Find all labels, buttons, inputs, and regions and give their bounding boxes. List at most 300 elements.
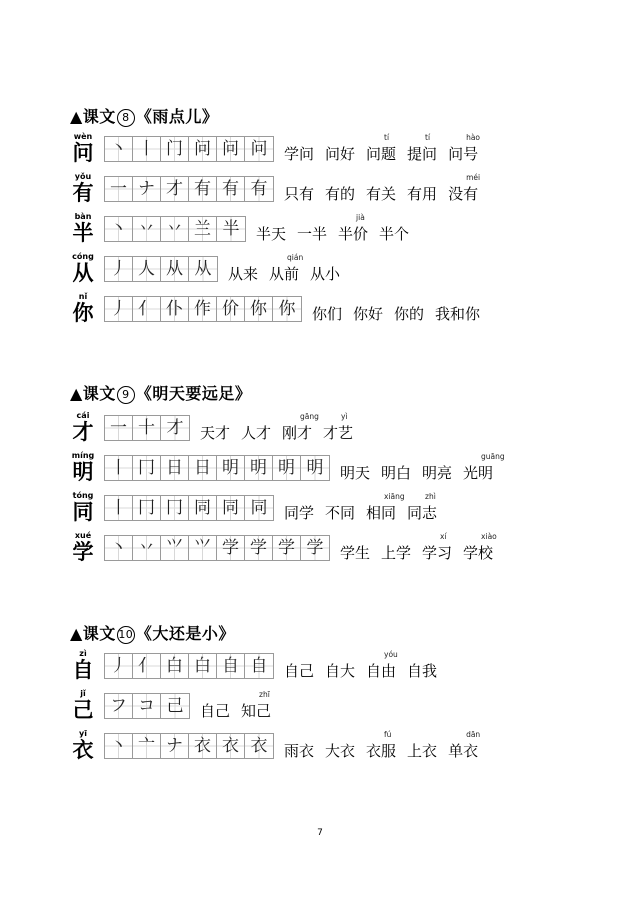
vocab-word: [200, 702, 230, 723]
stroke-cell: [217, 654, 245, 678]
character-row: [0, 172, 640, 206]
stroke-cell: [161, 217, 189, 241]
vocab-word: [448, 173, 481, 206]
stroke-cell: [245, 177, 273, 201]
word-list: [284, 649, 448, 683]
vocab-word: [325, 185, 355, 206]
stroke-order-grid: [104, 693, 190, 719]
vocab-word: [228, 265, 258, 286]
stroke-cell: [245, 734, 273, 758]
character: 半: [72, 221, 94, 245]
vocab-pinyin: tí: [384, 133, 390, 142]
vocab-text: 有关: [366, 185, 397, 203]
stroke-order-grid: [104, 535, 330, 561]
vocab-word: [310, 265, 340, 286]
stroke-cell: [105, 257, 133, 281]
character: 学: [72, 540, 94, 564]
vocab-word: [448, 730, 481, 763]
stroke-cell: [189, 654, 217, 678]
stroke-cell: [133, 416, 161, 440]
stroke-cell: [189, 297, 217, 321]
character-block: [70, 292, 100, 326]
vocab-word: [269, 253, 304, 286]
stroke-cell: [245, 536, 273, 560]
vocab-word: [407, 742, 437, 763]
vocab-text: 光明: [463, 464, 494, 482]
stroke-cell: [189, 137, 217, 161]
stroke-cell: [189, 217, 217, 241]
stroke-cell: [161, 137, 189, 161]
stroke-step: 亻: [138, 656, 155, 676]
vocab-word: [422, 464, 452, 485]
vocab-text: 上衣: [407, 742, 438, 760]
stroke-cell: [217, 536, 245, 560]
vocab-text: 相同: [366, 504, 397, 522]
stroke-step: 价: [222, 299, 239, 319]
stroke-cell: [217, 137, 245, 161]
vocab-word: [463, 532, 497, 565]
stroke-cell: [217, 177, 245, 201]
character-row: [0, 491, 640, 525]
stroke-step: 有: [250, 179, 268, 199]
stroke-step: 丶: [110, 219, 127, 239]
vocab-pinyin: tí: [425, 133, 431, 142]
stroke-step: 衣: [222, 736, 239, 756]
stroke-step: 问: [194, 139, 211, 159]
stroke-step: 一: [110, 418, 127, 438]
stroke-step: 十: [138, 418, 155, 438]
character-row: [0, 252, 640, 286]
vocab-text: 你的: [394, 305, 425, 323]
vocab-text: 从小: [310, 265, 341, 283]
character-row: [0, 451, 640, 485]
character-block: [70, 212, 100, 246]
stroke-cell: [189, 177, 217, 201]
word-list: [340, 531, 504, 565]
vocab-word: [241, 690, 272, 723]
character: 自: [72, 658, 94, 682]
vocab-word: [366, 133, 397, 166]
vocab-pinyin: fú: [384, 730, 392, 739]
stroke-cell: [105, 734, 133, 758]
vocab-word: [284, 185, 314, 206]
vocab-text: 提问: [407, 145, 438, 163]
character: 有: [72, 181, 94, 205]
character-pinyin: xué: [74, 531, 92, 540]
vocab-text: 同学: [284, 504, 315, 522]
character-pinyin: míng: [71, 451, 95, 460]
stroke-step: 自: [250, 656, 268, 676]
character: 问: [72, 141, 94, 165]
character-pinyin: nǐ: [78, 292, 88, 301]
vocab-word: [366, 730, 397, 763]
stroke-cell: [133, 734, 161, 758]
stroke-step: 衣: [250, 736, 268, 756]
stroke-step: 同: [222, 498, 239, 518]
vocab-text: 雨衣: [284, 742, 315, 760]
stroke-cell: [105, 536, 133, 560]
character-pinyin: cóng: [72, 252, 94, 261]
stroke-step: 丿: [110, 656, 127, 676]
vocab-text: 一半: [297, 225, 328, 243]
vocab-word: [297, 225, 327, 246]
vocab-word: [325, 742, 355, 763]
stroke-step: コ: [138, 696, 155, 716]
character: 从: [72, 261, 94, 285]
stroke-step: ナ: [166, 736, 183, 756]
vocab-text: 你们: [312, 305, 343, 323]
character: 同: [72, 500, 94, 524]
stroke-step: 你: [278, 299, 296, 319]
page-number: 7: [317, 828, 323, 838]
stroke-step: 作: [194, 299, 211, 319]
character-pinyin: zì: [79, 649, 87, 658]
vocab-word: [340, 544, 370, 565]
stroke-step: 仆: [166, 299, 183, 319]
character-block: [70, 451, 100, 485]
vocab-text: 自大: [325, 662, 356, 680]
stroke-cell: [133, 654, 161, 678]
stroke-step: 明: [306, 458, 324, 478]
character: 才: [72, 420, 94, 444]
vocab-word: [353, 305, 383, 326]
stroke-step: 门: [166, 139, 183, 159]
stroke-cell: [161, 297, 189, 321]
stroke-step: 白: [166, 656, 183, 676]
stroke-step: ⺍: [194, 538, 211, 558]
stroke-cell: [161, 536, 189, 560]
vocab-text: 知己: [241, 702, 272, 720]
stroke-step: 冂: [166, 498, 183, 518]
stroke-step: 学: [306, 538, 324, 558]
vocab-word: [325, 662, 355, 683]
vocab-text: 问好: [325, 145, 356, 163]
stroke-cell: [133, 496, 161, 520]
vocab-word: [463, 452, 505, 485]
stroke-step: 丶: [110, 736, 127, 756]
vocab-pinyin: méi: [466, 173, 481, 182]
stroke-step: 才: [166, 179, 183, 199]
vocab-word: [312, 305, 342, 326]
stroke-cell: [245, 456, 273, 480]
stroke-order-grid: [104, 495, 274, 521]
section-title: [70, 621, 235, 644]
character-pinyin: jǐ: [80, 689, 86, 698]
character-block: [70, 531, 100, 565]
stroke-step: ナ: [138, 179, 155, 199]
stroke-cell: [105, 416, 133, 440]
stroke-step: 有: [222, 179, 239, 199]
stroke-cell: [105, 217, 133, 241]
character-block: [70, 132, 100, 166]
stroke-step: 才: [166, 418, 184, 438]
vocab-word: [338, 213, 369, 246]
vocab-text: 上学: [381, 544, 412, 562]
stroke-step: 学: [222, 538, 239, 558]
character-pinyin: tóng: [72, 491, 94, 500]
stroke-step: 有: [194, 179, 211, 199]
stroke-cell: [273, 297, 301, 321]
lesson-number: 9: [117, 386, 135, 404]
stroke-step: 丶: [110, 139, 127, 159]
vocab-word: [325, 145, 355, 166]
stroke-cell: [133, 536, 161, 560]
word-list: [312, 292, 491, 326]
stroke-cell: [133, 694, 161, 718]
vocab-text: 自我: [407, 662, 438, 680]
stroke-order-grid: [104, 455, 330, 481]
vocab-pinyin: jià: [356, 213, 365, 222]
vocab-text: 自己: [200, 702, 231, 720]
vocab-word: [340, 464, 370, 485]
character-block: [70, 689, 100, 723]
character-pinyin: cái: [76, 411, 90, 420]
section-prefix: ▲课文: [70, 624, 116, 643]
vocab-text: 大衣: [325, 742, 356, 760]
vocab-text: 没有: [448, 185, 479, 203]
stroke-step: 日: [194, 458, 211, 478]
vocab-text: 刚才: [282, 424, 313, 442]
stroke-step: 问: [250, 139, 268, 159]
character-block: [70, 491, 100, 525]
stroke-step: 丨: [110, 458, 127, 478]
stroke-cell: [189, 257, 217, 281]
character-pinyin: wèn: [73, 132, 93, 141]
vocab-word: [241, 424, 271, 445]
stroke-cell: [273, 456, 301, 480]
stroke-order-grid: [104, 653, 274, 679]
vocab-text: 不同: [325, 504, 356, 522]
stroke-cell: [133, 297, 161, 321]
stroke-order-grid: [104, 296, 302, 322]
vocab-text: 半价: [338, 225, 369, 243]
vocab-word: [394, 305, 424, 326]
stroke-cell: [245, 297, 273, 321]
stroke-step: 半: [222, 219, 240, 239]
stroke-cell: [105, 456, 133, 480]
stroke-step: 丿: [110, 259, 127, 279]
character-block: [70, 649, 100, 683]
vocab-pinyin: xiāng: [384, 492, 405, 501]
vocab-text: 学问: [284, 145, 315, 163]
character-row: [0, 132, 640, 166]
stroke-step: 同: [250, 498, 268, 518]
vocab-word: [435, 305, 480, 326]
stroke-step: 亻: [138, 299, 155, 319]
vocab-text: 学生: [340, 544, 371, 562]
character-row: [0, 212, 640, 246]
vocab-pinyin: xí: [440, 532, 447, 541]
stroke-step: 你: [250, 299, 267, 319]
vocab-word: [407, 133, 438, 166]
stroke-step: 日: [166, 458, 183, 478]
character-block: [70, 729, 100, 763]
vocab-text: 你好: [353, 305, 384, 323]
vocab-word: [366, 492, 405, 525]
vocab-word: [256, 225, 286, 246]
stroke-cell: [273, 536, 301, 560]
character-block: [70, 411, 100, 445]
vocab-text: 从前: [269, 265, 300, 283]
stroke-step: 亠: [138, 736, 155, 756]
vocab-text: 人才: [241, 424, 272, 442]
word-list: [284, 729, 489, 763]
vocab-word: [366, 650, 398, 683]
stroke-cell: [161, 416, 189, 440]
vocab-text: 从来: [228, 265, 259, 283]
stroke-step: 白: [194, 656, 211, 676]
stroke-cell: [133, 137, 161, 161]
stroke-cell: [161, 456, 189, 480]
vocab-word: [448, 133, 481, 166]
vocab-word: [366, 185, 396, 206]
stroke-cell: [161, 177, 189, 201]
vocab-word: [325, 504, 355, 525]
vocab-pinyin: zhī: [259, 690, 270, 699]
vocab-word: [407, 492, 438, 525]
lesson-name: 《大还是小》: [135, 624, 235, 643]
section-title: [70, 104, 218, 127]
character: 你: [72, 301, 94, 325]
lesson-name: 《雨点儿》: [135, 107, 219, 126]
vocab-text: 明亮: [422, 464, 453, 482]
vocab-text: 问号: [448, 145, 479, 163]
section-title: [70, 381, 251, 404]
stroke-cell: [161, 654, 189, 678]
lesson-number: 10: [117, 626, 135, 644]
stroke-step: 同: [194, 498, 211, 518]
stroke-step: 从: [194, 259, 212, 279]
word-list: [284, 172, 489, 206]
vocab-pinyin: qián: [287, 253, 304, 262]
section-prefix: ▲课文: [70, 107, 116, 126]
stroke-step: 丨: [110, 498, 127, 518]
vocab-word: [407, 662, 437, 683]
vocab-pinyin: guāng: [481, 452, 505, 461]
character-row: [0, 531, 640, 565]
stroke-step: 明: [278, 458, 295, 478]
stroke-step: 明: [222, 458, 239, 478]
stroke-step: 人: [138, 259, 155, 279]
stroke-cell: [161, 694, 189, 718]
vocab-text: 自己: [284, 662, 315, 680]
stroke-cell: [189, 734, 217, 758]
vocab-word: [381, 464, 411, 485]
character-pinyin: yī: [79, 729, 87, 738]
character-block: [70, 172, 100, 206]
stroke-cell: [245, 496, 273, 520]
stroke-step: 丶: [110, 538, 127, 558]
vocab-pinyin: hào: [466, 133, 481, 142]
character-row: [0, 411, 640, 445]
stroke-step: 丷: [138, 538, 155, 558]
vocab-word: [284, 145, 314, 166]
stroke-step: 一: [110, 179, 127, 199]
stroke-step: 学: [250, 538, 267, 558]
character-row: [0, 292, 640, 326]
stroke-step: 丷: [138, 219, 155, 239]
stroke-cell: [189, 456, 217, 480]
stroke-cell: [217, 496, 245, 520]
stroke-step: 丿: [110, 299, 127, 319]
section-prefix: ▲课文: [70, 384, 116, 403]
vocab-pinyin: zhì: [425, 492, 436, 501]
character-block: [70, 252, 100, 286]
vocab-word: [284, 662, 314, 683]
word-list: [284, 491, 448, 525]
stroke-step: 自: [222, 656, 239, 676]
vocab-pinyin: dān: [466, 730, 481, 739]
character-row: [0, 649, 640, 683]
vocab-pinyin: gāng: [300, 412, 319, 421]
stroke-cell: [161, 734, 189, 758]
stroke-cell: [105, 694, 133, 718]
stroke-step: 问: [222, 139, 239, 159]
stroke-cell: [161, 496, 189, 520]
stroke-cell: [217, 217, 245, 241]
stroke-cell: [217, 297, 245, 321]
lesson-number: 8: [117, 109, 135, 127]
vocab-text: 学习: [422, 544, 453, 562]
stroke-cell: [217, 734, 245, 758]
stroke-cell: [301, 536, 329, 560]
stroke-order-grid: [104, 256, 218, 282]
stroke-cell: [133, 177, 161, 201]
character-pinyin: yǒu: [74, 172, 92, 181]
vocab-word: [323, 412, 354, 445]
character-row: [0, 689, 640, 723]
vocab-word: [282, 412, 319, 445]
stroke-step: 丷: [166, 219, 183, 239]
stroke-step: 从: [166, 259, 183, 279]
stroke-cell: [301, 456, 329, 480]
stroke-cell: [105, 297, 133, 321]
stroke-cell: [105, 177, 133, 201]
stroke-order-grid: [104, 216, 246, 242]
stroke-cell: [133, 257, 161, 281]
stroke-step: 己: [166, 696, 184, 716]
stroke-step: フ: [110, 696, 127, 716]
stroke-order-grid: [104, 176, 274, 202]
stroke-cell: [105, 137, 133, 161]
vocab-text: 天才: [200, 424, 231, 442]
stroke-step: 丨: [138, 139, 155, 159]
stroke-order-grid: [104, 136, 274, 162]
character-row: [0, 729, 640, 763]
vocab-word: [284, 504, 314, 525]
stroke-cell: [133, 456, 161, 480]
vocab-word: [407, 185, 437, 206]
character: 己: [72, 698, 94, 722]
vocab-text: 衣服: [366, 742, 397, 760]
stroke-cell: [105, 496, 133, 520]
vocab-text: 只有: [284, 185, 315, 203]
vocab-word: [379, 225, 409, 246]
vocab-text: 问题: [366, 145, 397, 163]
word-list: [228, 252, 351, 286]
vocab-pinyin: yóu: [384, 650, 398, 659]
stroke-cell: [105, 654, 133, 678]
vocab-text: 半个: [379, 225, 410, 243]
word-list: [284, 132, 489, 166]
lesson-name: 《明天要远足》: [135, 384, 252, 403]
vocab-text: 单衣: [448, 742, 479, 760]
character: 衣: [72, 738, 94, 762]
vocab-pinyin: xiào: [481, 532, 497, 541]
vocab-word: [284, 742, 314, 763]
stroke-cell: [245, 137, 273, 161]
stroke-order-grid: [104, 415, 190, 441]
